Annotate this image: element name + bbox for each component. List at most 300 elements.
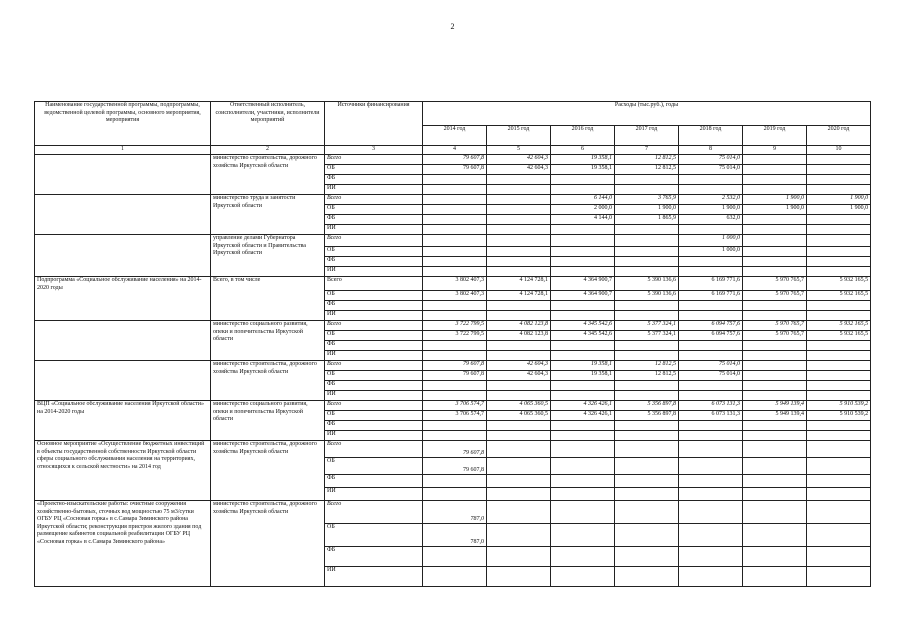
amount-cell <box>679 475 743 488</box>
amount-cell <box>679 257 743 267</box>
executor-cell: министерство социального развития, опеки и попечительства Иркутской области <box>211 321 325 361</box>
program-name-cell <box>35 361 211 401</box>
amount-cell <box>487 185 551 195</box>
amount-cell: 5 970 765,7 <box>743 291 807 301</box>
amount-cell: 1 900,0 <box>743 205 807 215</box>
amount-cell <box>487 225 551 235</box>
amount-cell <box>487 524 551 547</box>
funding-source-cell: Всего <box>325 321 423 331</box>
amount-cell <box>679 391 743 401</box>
amount-cell <box>743 165 807 175</box>
amount-cell <box>743 391 807 401</box>
amount-cell: 19 358,1 <box>551 361 615 371</box>
header-expenses: Расходы (тыс.руб.), годы <box>423 102 871 126</box>
amount-cell: 3 706 574,7 <box>423 411 487 421</box>
amount-cell: 5 910 539,2 <box>807 411 871 421</box>
amount-cell: 4 082 123,8 <box>487 331 551 341</box>
amount-cell: 75 014,0 <box>679 155 743 165</box>
amount-cell: 79 607,8 <box>423 155 487 165</box>
amount-cell <box>423 215 487 225</box>
header-year: 2017 год <box>615 126 679 146</box>
amount-cell <box>679 547 743 567</box>
amount-cell: 787,0 <box>423 501 487 524</box>
funding-source-cell: Всего <box>325 501 423 524</box>
amount-cell <box>743 458 807 475</box>
funding-source-cell: ОБ <box>325 165 423 175</box>
amount-cell: 3 802 407,3 <box>423 277 487 291</box>
amount-cell <box>423 421 487 431</box>
amount-cell <box>679 524 743 547</box>
amount-cell <box>807 215 871 225</box>
amount-cell <box>807 431 871 441</box>
amount-cell <box>743 257 807 267</box>
amount-cell <box>487 351 551 361</box>
amount-cell: 5 932 165,5 <box>807 321 871 331</box>
amount-cell <box>807 155 871 165</box>
amount-cell: 42 604,3 <box>487 155 551 165</box>
funding-source-cell: ИИ <box>325 185 423 195</box>
amount-cell <box>743 361 807 371</box>
funding-source-cell: ИИ <box>325 267 423 277</box>
amount-cell: 5 932 165,5 <box>807 277 871 291</box>
amount-cell: 3 722 799,5 <box>423 321 487 331</box>
header-year: 2018 год <box>679 126 743 146</box>
amount-cell <box>743 225 807 235</box>
amount-cell <box>679 341 743 351</box>
amount-cell <box>679 351 743 361</box>
amount-cell <box>615 267 679 277</box>
amount-cell <box>423 391 487 401</box>
amount-cell <box>615 431 679 441</box>
program-name-cell: Основное мероприятие «Осуществление бюджетных инвестиций в объекты государственной собственности Иркутской области сферы социального обслуживания населения на территориях, относящихся к сельской местности» на 2014 год <box>35 441 211 501</box>
amount-cell <box>743 175 807 185</box>
amount-cell <box>551 225 615 235</box>
amount-cell <box>487 195 551 205</box>
program-name-cell: «Проектно-изыскательские работы: очистные сооружения хозяйственно-бытовых, сточных вод мощностью 75 м3/сутки ОГБУ РЦ «Сосновая горка» в с.Самара Зиминского района Иркутской области; реконструкция пристроя жилого здания под размещение кабинетов социальной реабилитации ОГБУ РЦ «Сосновая горка» в с.Самара Зиминского района» <box>35 501 211 587</box>
amount-cell <box>743 311 807 321</box>
amount-cell: 1 865,9 <box>615 215 679 225</box>
amount-cell: 2 532,0 <box>679 195 743 205</box>
amount-cell <box>679 381 743 391</box>
table-row <box>35 501 871 524</box>
amount-cell <box>807 301 871 311</box>
amount-cell <box>423 247 487 257</box>
amount-cell <box>551 311 615 321</box>
amount-cell: 4 345 542,6 <box>551 321 615 331</box>
amount-cell: 6 144,0 <box>551 195 615 205</box>
amount-cell: 4 065 360,5 <box>487 401 551 411</box>
header-year: 2016 год <box>551 126 615 146</box>
amount-cell <box>615 458 679 475</box>
amount-cell <box>423 225 487 235</box>
amount-cell: 5 970 765,7 <box>743 277 807 291</box>
amount-cell <box>743 524 807 547</box>
amount-cell <box>615 225 679 235</box>
amount-cell <box>615 185 679 195</box>
amount-cell <box>807 225 871 235</box>
amount-cell <box>807 235 871 247</box>
funding-source-cell: ИИ <box>325 225 423 235</box>
amount-cell: 75 014,0 <box>679 361 743 371</box>
amount-cell: 42 604,3 <box>487 361 551 371</box>
amount-cell <box>807 267 871 277</box>
funding-source-cell: ФБ <box>325 215 423 225</box>
amount-cell <box>679 311 743 321</box>
funding-source-cell: ИИ <box>325 488 423 501</box>
amount-cell <box>551 341 615 351</box>
funding-source-cell: ОБ <box>325 371 423 381</box>
amount-cell: 1 900,0 <box>679 205 743 215</box>
amount-cell <box>807 441 871 458</box>
amount-cell <box>487 257 551 267</box>
amount-cell <box>615 441 679 458</box>
funding-source-cell: ИИ <box>325 351 423 361</box>
amount-cell <box>743 567 807 587</box>
amount-cell: 3 802 407,3 <box>423 291 487 301</box>
amount-cell <box>615 501 679 524</box>
amount-cell <box>743 215 807 225</box>
amount-cell <box>615 341 679 351</box>
amount-cell <box>807 458 871 475</box>
funding-source-cell: ФБ <box>325 475 423 488</box>
funding-source-cell: ОБ <box>325 331 423 341</box>
amount-cell <box>551 247 615 257</box>
amount-cell <box>615 235 679 247</box>
amount-cell <box>807 488 871 501</box>
amount-cell <box>423 341 487 351</box>
amount-cell: 1 000,0 <box>679 247 743 257</box>
header-year: 2020 год <box>807 126 871 146</box>
amount-cell: 6 169 771,6 <box>679 277 743 291</box>
amount-cell <box>551 381 615 391</box>
amount-cell <box>807 381 871 391</box>
amount-cell <box>615 175 679 185</box>
amount-cell <box>679 175 743 185</box>
executor-cell: министерство строительства, дорожного хозяйства Иркутской области <box>211 155 325 195</box>
table-body <box>35 155 871 587</box>
program-name-cell <box>35 235 211 277</box>
amount-cell: 3 722 799,5 <box>423 331 487 341</box>
amount-cell <box>743 247 807 257</box>
amount-cell <box>807 391 871 401</box>
executor-cell: министерство строительства, дорожного хозяйства Иркутской области <box>211 441 325 501</box>
amount-cell <box>743 501 807 524</box>
amount-cell <box>743 267 807 277</box>
amount-cell: 5 910 539,2 <box>807 401 871 411</box>
program-name-cell: Подпрограмма «Социальное обслуживание населения» на 2014-2020 годы <box>35 277 211 321</box>
amount-cell <box>743 185 807 195</box>
amount-cell: 6 094 757,6 <box>679 331 743 341</box>
program-name-cell: ВЦП «Социальное обслуживание населения Иркутской области» на 2014-2020 годы <box>35 401 211 441</box>
funding-source-cell: ИИ <box>325 431 423 441</box>
amount-cell: 79 607,8 <box>423 458 487 475</box>
amount-cell <box>423 257 487 267</box>
amount-cell: 4 124 728,1 <box>487 291 551 301</box>
amount-cell: 79 607,8 <box>423 361 487 371</box>
amount-cell: 42 604,3 <box>487 371 551 381</box>
table-row <box>35 195 871 205</box>
amount-cell <box>615 421 679 431</box>
amount-cell <box>743 351 807 361</box>
amount-cell <box>551 441 615 458</box>
amount-cell <box>679 225 743 235</box>
amount-cell <box>423 475 487 488</box>
amount-cell <box>807 247 871 257</box>
amount-cell: 19 358,1 <box>551 165 615 175</box>
amount-cell <box>551 421 615 431</box>
amount-cell <box>615 475 679 488</box>
column-index: 2 <box>211 146 325 155</box>
amount-cell <box>423 381 487 391</box>
funding-source-cell: Всего <box>325 361 423 371</box>
amount-cell <box>807 351 871 361</box>
funding-source-cell: ИИ <box>325 391 423 401</box>
amount-cell <box>551 431 615 441</box>
amount-cell <box>679 441 743 458</box>
amount-cell: 1 000,0 <box>679 235 743 247</box>
amount-cell <box>487 501 551 524</box>
amount-cell: 787,0 <box>423 524 487 547</box>
amount-cell <box>807 524 871 547</box>
amount-cell <box>487 488 551 501</box>
program-name-cell <box>35 321 211 361</box>
funding-source-cell: ФБ <box>325 421 423 431</box>
amount-cell <box>679 267 743 277</box>
executor-cell: управление делами Губернатора Иркутской области и Правительства Иркутской области <box>211 235 325 277</box>
funding-source-cell: ФБ <box>325 175 423 185</box>
amount-cell <box>551 567 615 587</box>
amount-cell <box>551 475 615 488</box>
funding-source-cell: Всего <box>325 155 423 165</box>
amount-cell <box>743 155 807 165</box>
amount-cell: 5 949 139,4 <box>743 411 807 421</box>
amount-cell: 4 364 900,7 <box>551 291 615 301</box>
amount-cell <box>551 391 615 401</box>
amount-cell <box>487 475 551 488</box>
amount-cell <box>679 567 743 587</box>
table-row <box>35 321 871 331</box>
header-executor: Ответственный исполнитель, соисполнители, участники, исполнители мероприятий <box>211 102 325 146</box>
amount-cell <box>807 567 871 587</box>
header-name: Наименование государственной программы, подпрограммы, ведомственной целевой программы, основного мероприятия, мероприятия <box>35 102 211 146</box>
amount-cell <box>743 381 807 391</box>
amount-cell <box>487 175 551 185</box>
amount-cell: 5 377 324,1 <box>615 331 679 341</box>
amount-cell: 19 358,1 <box>551 155 615 165</box>
amount-cell <box>615 524 679 547</box>
amount-cell <box>615 381 679 391</box>
amount-cell <box>679 421 743 431</box>
amount-cell <box>807 361 871 371</box>
amount-cell <box>487 247 551 257</box>
program-name-cell <box>35 155 211 195</box>
amount-cell <box>615 247 679 257</box>
amount-cell: 42 604,3 <box>487 165 551 175</box>
amount-cell: 4 144,0 <box>551 215 615 225</box>
amount-cell: 1 900,0 <box>615 205 679 215</box>
amount-cell: 1 900,0 <box>743 195 807 205</box>
amount-cell <box>551 488 615 501</box>
table-row <box>35 441 871 458</box>
amount-cell: 4 082 123,8 <box>487 321 551 331</box>
amount-cell <box>487 341 551 351</box>
funding-source-cell: ОБ <box>325 205 423 215</box>
column-index: 6 <box>551 146 615 155</box>
amount-cell: 6 073 131,3 <box>679 401 743 411</box>
amount-cell <box>679 501 743 524</box>
amount-cell <box>807 371 871 381</box>
amount-cell <box>615 547 679 567</box>
amount-cell <box>423 488 487 501</box>
executor-cell: министерство строительства, дорожного хозяйства Иркутской области <box>211 361 325 401</box>
amount-cell: 4 065 360,5 <box>487 411 551 421</box>
table-row <box>35 401 871 411</box>
amount-cell <box>679 458 743 475</box>
funding-source-cell: ИИ <box>325 311 423 321</box>
amount-cell <box>423 311 487 321</box>
amount-cell <box>487 267 551 277</box>
funding-source-cell: ФБ <box>325 381 423 391</box>
amount-cell: 5 390 136,6 <box>615 277 679 291</box>
amount-cell: 4 326 426,1 <box>551 411 615 421</box>
amount-cell: 12 812,5 <box>615 371 679 381</box>
amount-cell <box>615 351 679 361</box>
amount-cell: 79 607,8 <box>423 371 487 381</box>
amount-cell: 75 014,0 <box>679 371 743 381</box>
funding-source-cell: Всего <box>325 401 423 411</box>
funding-source-cell: ОБ <box>325 247 423 257</box>
amount-cell <box>487 205 551 215</box>
amount-cell: 2 000,0 <box>551 205 615 215</box>
column-index: 8 <box>679 146 743 155</box>
amount-cell: 79 607,8 <box>423 165 487 175</box>
amount-cell <box>679 431 743 441</box>
amount-cell <box>423 175 487 185</box>
funding-source-cell: ФБ <box>325 257 423 267</box>
amount-cell: 5 377 324,1 <box>615 321 679 331</box>
header-year: 2014 год <box>423 126 487 146</box>
amount-cell <box>487 441 551 458</box>
funding-source-cell: ФБ <box>325 547 423 567</box>
amount-cell: 79 607,8 <box>423 441 487 458</box>
amount-cell <box>807 547 871 567</box>
header-source: Источники финансирования <box>325 102 423 146</box>
amount-cell <box>487 215 551 225</box>
amount-cell <box>551 257 615 267</box>
column-index: 9 <box>743 146 807 155</box>
amount-cell <box>743 488 807 501</box>
column-index: 7 <box>615 146 679 155</box>
header-year: 2019 год <box>743 126 807 146</box>
amount-cell: 3 706 574,7 <box>423 401 487 411</box>
amount-cell <box>423 567 487 587</box>
amount-cell: 5 949 139,4 <box>743 401 807 411</box>
funding-source-cell: ФБ <box>325 341 423 351</box>
funding-source-cell: Всего <box>325 235 423 247</box>
amount-cell <box>487 458 551 475</box>
funding-source-cell: ОБ <box>325 411 423 421</box>
table-row <box>35 155 871 165</box>
column-index: 3 <box>325 146 423 155</box>
amount-cell <box>423 195 487 205</box>
amount-cell <box>423 351 487 361</box>
column-index: 5 <box>487 146 551 155</box>
executor-cell: министерство социального развития, опеки и попечительства Иркутской области <box>211 401 325 441</box>
amount-cell <box>551 351 615 361</box>
amount-cell: 632,0 <box>679 215 743 225</box>
funding-source-cell: ОБ <box>325 524 423 547</box>
amount-cell <box>487 567 551 587</box>
amount-cell <box>423 235 487 247</box>
amount-cell <box>487 431 551 441</box>
amount-cell <box>551 267 615 277</box>
amount-cell: 12 812,5 <box>615 361 679 371</box>
amount-cell: 6 094 757,6 <box>679 321 743 331</box>
amount-cell <box>487 421 551 431</box>
amount-cell <box>423 267 487 277</box>
amount-cell <box>743 421 807 431</box>
amount-cell <box>615 257 679 267</box>
amount-cell <box>807 421 871 431</box>
amount-cell <box>743 301 807 311</box>
column-index: 4 <box>423 146 487 155</box>
table-row <box>35 277 871 291</box>
amount-cell <box>551 185 615 195</box>
amount-cell <box>551 301 615 311</box>
amount-cell <box>615 301 679 311</box>
amount-cell <box>743 341 807 351</box>
executor-cell: министерство строительства, дорожного хозяйства Иркутской области <box>211 501 325 587</box>
amount-cell: 5 970 765,7 <box>743 321 807 331</box>
amount-cell <box>487 311 551 321</box>
amount-cell <box>743 371 807 381</box>
amount-cell <box>743 235 807 247</box>
amount-cell <box>551 547 615 567</box>
header-year: 2015 год <box>487 126 551 146</box>
amount-cell: 1 900,0 <box>807 205 871 215</box>
executor-cell: Всего, в том числе <box>211 277 325 321</box>
amount-cell <box>615 311 679 321</box>
amount-cell <box>551 235 615 247</box>
amount-cell <box>423 301 487 311</box>
amount-cell <box>743 431 807 441</box>
funding-source-cell: ИИ <box>325 567 423 587</box>
amount-cell <box>615 488 679 501</box>
amount-cell: 5 970 765,7 <box>743 331 807 341</box>
executor-cell: министерство труда и занятости Иркутской области <box>211 195 325 235</box>
amount-cell <box>551 501 615 524</box>
amount-cell <box>807 311 871 321</box>
amount-cell: 5 356 897,8 <box>615 411 679 421</box>
table-row <box>35 361 871 371</box>
amount-cell <box>551 524 615 547</box>
program-name-cell <box>35 195 211 235</box>
amount-cell: 6 073 131,3 <box>679 411 743 421</box>
amount-cell: 4 345 542,6 <box>551 331 615 341</box>
amount-cell: 12 812,5 <box>615 165 679 175</box>
funding-source-cell: Всего <box>325 441 423 458</box>
amount-cell <box>743 547 807 567</box>
amount-cell <box>807 341 871 351</box>
amount-cell <box>679 301 743 311</box>
amount-cell <box>807 501 871 524</box>
amount-cell <box>487 391 551 401</box>
amount-cell: 5 932 165,5 <box>807 331 871 341</box>
amount-cell: 4 326 426,1 <box>551 401 615 411</box>
amount-cell <box>743 441 807 458</box>
amount-cell: 3 765,9 <box>615 195 679 205</box>
funding-source-cell: Всего <box>325 195 423 205</box>
